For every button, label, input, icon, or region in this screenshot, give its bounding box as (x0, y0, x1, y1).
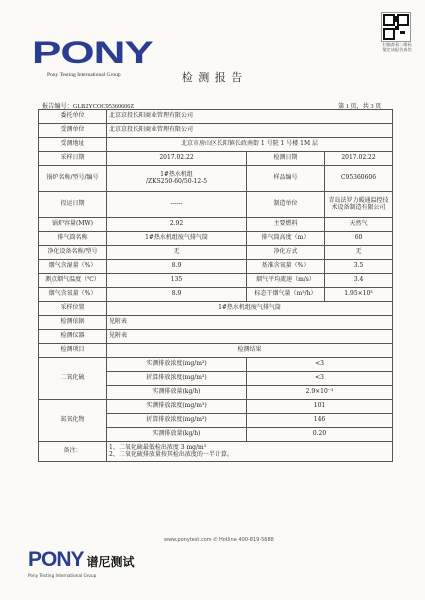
so2-converted-conc-value: <3 (247, 372, 393, 386)
table-row (39, 316, 393, 330)
velocity-label: 烟气平均流速（m/s） (247, 274, 325, 288)
table-row (39, 274, 393, 288)
purify-method-label: 净化方式 (247, 246, 325, 260)
nox-converted-conc-value: 146 (247, 414, 393, 428)
nox-emission-rate-label: 实测排放量(kg/h) (107, 428, 247, 442)
table-row (39, 218, 393, 232)
so2-emission-rate-label: 实测排放量(kg/h) (107, 386, 247, 400)
sampling-date-value: 2017.02.22 (107, 152, 247, 166)
address-value: 北京市房山区长阳镇长政南街 1 号院 1 号楼 1M 层 (107, 138, 393, 152)
reference-oxygen-label: 基准含氧量（%） (247, 260, 325, 274)
remarks-value: 1、二氧化硫最低检出浓度 3 mg/m³ 2、二氧化硫排放量按其检出浓度的一半计算。 (107, 442, 393, 462)
table-row (39, 138, 393, 152)
fuel-value: 天然气 (325, 218, 393, 232)
table-row (39, 442, 393, 462)
sampling-date-label: 采样日期 (39, 152, 107, 166)
instrument-label: 检测仪器 (39, 330, 107, 344)
qr-note: 扫描查看二维码 鉴定该报告真伪 (382, 42, 412, 53)
reference-oxygen-value: 3.5 (325, 260, 393, 274)
client-label: 委托单位 (39, 110, 107, 124)
client-value: 北京京投长阳商业管理有限公司 (107, 110, 393, 124)
footer-contact-line: www.ponytest.com ✆ Hotline 400-819-5688 (164, 537, 274, 543)
test-result-header: 检测结果 (107, 344, 393, 358)
purify-method-value: 无 (325, 246, 393, 260)
table-row (39, 110, 393, 124)
capacity-label: 锅炉容量(MW) (39, 218, 107, 232)
nox-measured-conc-label: 实测排放浓度(mg/m³) (107, 400, 247, 414)
test-item-label: 检测项目 (39, 344, 107, 358)
nox-label: 氮氧化物 (39, 400, 107, 442)
stack-label: 排气筒名称 (39, 232, 107, 246)
so2-converted-conc-label: 折算排放浓度(mg/m³) (107, 372, 247, 386)
tested-unit-label: 受测单位 (39, 124, 107, 138)
so2-measured-conc-value: <3 (247, 358, 393, 372)
manufacturer-value: 青岛法罗力暖通温控技术设备制造有限公司 (325, 192, 393, 218)
table-row (39, 288, 393, 302)
report-number-label: 报告编号： (42, 103, 73, 110)
page-number: 第 1 页，共 3 页 (338, 103, 382, 110)
boiler-label: 锅炉名称/型号/编号 (39, 166, 107, 192)
table-row (39, 358, 393, 372)
nox-measured-conc-value: 101 (247, 400, 393, 414)
fuel-label: 主要燃料 (247, 218, 325, 232)
test-date-value: 2017.02.22 (325, 152, 393, 166)
manufacturer-label: 制造单位 (247, 192, 325, 218)
table-row (39, 152, 393, 166)
sample-number-value: C95360606 (325, 166, 393, 192)
brand-subtitle: Pony Testing International Group (47, 72, 121, 78)
sampling-position-value: 1#热水机组废气排气筒 (107, 302, 393, 316)
so2-label: 二氧化硫 (39, 358, 107, 400)
qr-code-icon (381, 12, 411, 42)
instrument-value: 见附表 (107, 330, 393, 344)
table-row (39, 302, 393, 316)
tested-unit-value: 北京京投长阳商业管理有限公司 (107, 124, 393, 138)
table-row (39, 344, 393, 358)
flow-label: 标态干烟气量（m³/h） (247, 288, 325, 302)
temperature-value: 135 (107, 274, 247, 288)
table-row (39, 400, 393, 414)
capacity-value: 2.92 (107, 218, 247, 232)
purifier-label: 净化设备名称/型号 (39, 246, 107, 260)
measured-oxygen-label: 烟气含氧量（%） (39, 288, 107, 302)
measured-oxygen-value: 8.9 (107, 288, 247, 302)
sample-number-label: 样品编号 (247, 166, 325, 192)
so2-emission-rate-value: 2.9×10⁻³ (247, 386, 393, 400)
test-basis-value: 见附表 (107, 316, 393, 330)
footer-brand (28, 548, 163, 578)
velocity-value: 3.4 (325, 274, 393, 288)
remarks-label: 备注： (39, 442, 107, 462)
table-row (39, 246, 393, 260)
table-row (39, 124, 393, 138)
table-row (39, 232, 393, 246)
nox-emission-rate-value: 0.20 (247, 428, 393, 442)
flow-value: 1.95×10³ (325, 288, 393, 302)
footer-logo-subtitle: Pony Testing International Group (28, 573, 97, 578)
test-basis-label: 检测依据 (39, 316, 107, 330)
pony-logo: PONY (32, 34, 153, 71)
stack-height-label: 排气筒高度（m） (247, 232, 325, 246)
test-date-label: 检测日期 (247, 152, 325, 166)
report-number-value: GLB2YCOC95360606Z (72, 103, 135, 110)
table-row (39, 330, 393, 344)
nox-converted-conc-label: 折算排放浓度(mg/m³) (107, 414, 247, 428)
document-title: 检 测 报 告 (181, 71, 244, 84)
so2-measured-conc-label: 实测排放浓度(mg/m³) (107, 358, 247, 372)
install-date-value: ------ (107, 192, 247, 218)
address-label: 受测地址 (39, 138, 107, 152)
temperature-label: 测点烟气温度（℃） (39, 274, 107, 288)
stack-value: 1#热水机组废气排气筒 (107, 232, 247, 246)
table-row (39, 166, 393, 192)
table-row (39, 260, 393, 274)
table-row (39, 192, 393, 218)
footer-pony-logo: PONY (28, 548, 84, 571)
footer-logo-chinese: 谱尼测试 (86, 555, 135, 569)
sampling-position-label: 采样位置 (39, 302, 107, 316)
install-date-label: 投运日期 (39, 192, 107, 218)
purifier-value: 无 (107, 246, 247, 260)
stack-height-value: 60 (325, 232, 393, 246)
moisture-value: 8.9 (107, 260, 247, 274)
moisture-label: 烟气含湿量（%） (39, 260, 107, 274)
boiler-value: 1#热水机组 /ZKS250-60/50-12-5 (107, 166, 247, 192)
test-result-table (38, 109, 393, 462)
